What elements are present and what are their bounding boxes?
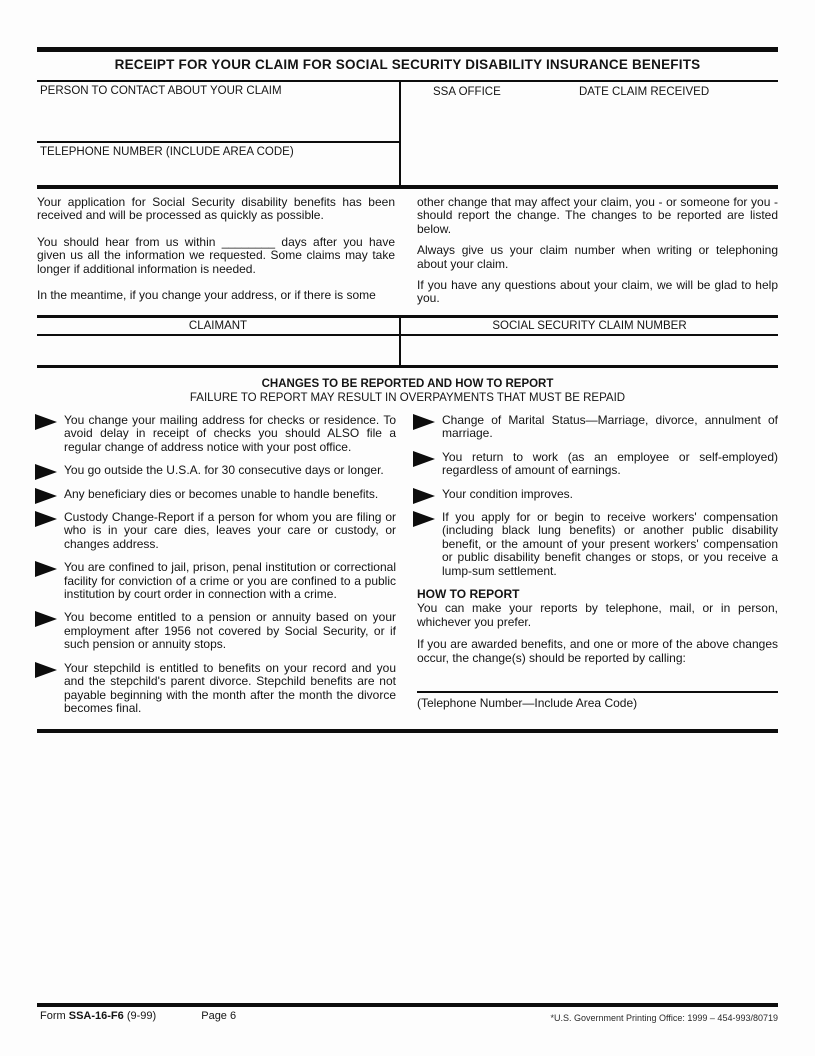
person-to-contact-label: PERSON TO CONTACT ABOUT YOUR CLAIM bbox=[40, 85, 282, 97]
claimant-label: CLAIMANT bbox=[37, 318, 399, 336]
footer-form-word: Form bbox=[40, 1010, 66, 1022]
list-item bbox=[37, 561, 396, 601]
form-title: RECEIPT FOR YOUR CLAIM FOR SOCIAL SECURITY DISABILITY INSURANCE BENEFITS bbox=[114, 57, 701, 72]
contact-left-cells bbox=[37, 82, 401, 185]
footer-rule bbox=[37, 1003, 778, 1007]
list-item-text: Any beneficiary dies or becomes unable to handle benefits. bbox=[64, 486, 379, 501]
list-item bbox=[37, 662, 396, 716]
ssa-office-label: SSA OFFICE bbox=[433, 86, 501, 98]
arrow-bullet-icon bbox=[35, 414, 57, 430]
intro-paragraph: In the meantime, if you change your address, or if there is some bbox=[37, 288, 376, 303]
arrow-bullet-icon bbox=[413, 488, 435, 504]
list-item bbox=[37, 511, 396, 551]
list-item-text: You are confined to jail, prison, penal institution or correctional facility for conviction of a crime or you are confined to a public institution by court order in connection with a crime. bbox=[64, 560, 396, 602]
arrow-bullet-icon bbox=[35, 488, 57, 504]
intro-text bbox=[37, 196, 778, 315]
person-to-contact-field[interactable] bbox=[37, 82, 399, 143]
claimant-column bbox=[37, 318, 401, 365]
list-item-text: You go outside the U.S.A. for 30 consecutive days or longer. bbox=[64, 463, 384, 478]
list-item bbox=[415, 511, 778, 578]
list-item-text: If you apply for or begin to receive workers' compensation (including black lung benefits) or another public disability benefit, or the amount of your present workers' compensation or public disability benefit changes or stops, or you receive a lump-sum settlement. bbox=[442, 510, 778, 578]
changes-section-heading bbox=[37, 378, 778, 404]
list-item-text: Your stepchild is entitled to benefits on your record and you and the stepchild's parent divorce. Stepchild benefits are not payable beginning with the month after the month the divorce becomes final. bbox=[64, 660, 396, 715]
arrow-bullet-icon bbox=[35, 511, 57, 527]
list-item-text: Your condition improves. bbox=[442, 486, 573, 501]
claimant-table bbox=[37, 315, 778, 368]
list-item bbox=[37, 611, 396, 651]
telephone-number-field[interactable] bbox=[37, 143, 399, 185]
list-item bbox=[37, 488, 396, 501]
list-item bbox=[37, 414, 396, 454]
arrow-bullet-icon bbox=[35, 611, 57, 627]
intro-paragraph: If you have any questions about your claim, we will be glad to help you. bbox=[417, 278, 778, 306]
intro-paragraph: Always give us your claim number when writing or telephoning about your claim. bbox=[417, 243, 778, 271]
report-phone-field[interactable] bbox=[417, 691, 778, 710]
report-phone-caption: (Telephone Number—Include Area Code) bbox=[417, 696, 638, 711]
intro-paragraph: You should hear from us within ________ days after you have given us all the information we requested. Some claims may take longer if additional information is needed. bbox=[37, 234, 395, 276]
claim-number-label: SOCIAL SECURITY CLAIM NUMBER bbox=[401, 318, 778, 336]
claim-number-field[interactable] bbox=[401, 336, 778, 365]
footer-form-revision: (9-99) bbox=[126, 1010, 157, 1022]
intro-paragraph: Your application for Social Security disability benefits has been received and will be processed as quickly as possible. bbox=[37, 195, 395, 223]
arrow-bullet-icon bbox=[35, 464, 57, 480]
how-to-report-heading: HOW TO REPORT bbox=[417, 587, 520, 602]
list-item-text: You return to work (as an employee or self-employed) regardless of amount of earnings. bbox=[442, 449, 778, 478]
telephone-number-label: TELEPHONE NUMBER (INCLUDE AREA CODE) bbox=[40, 146, 294, 158]
changes-list bbox=[37, 414, 778, 733]
changes-subheading: FAILURE TO REPORT MAY RESULT IN OVERPAYMENTS THAT MUST BE REPAID bbox=[189, 392, 626, 404]
date-claim-received-label: DATE CLAIM RECEIVED bbox=[579, 86, 710, 98]
footer-form-id bbox=[40, 1010, 236, 1022]
how-to-report-paragraph: You can make your reports by telephone, mail, or in person, whichever you prefer. bbox=[417, 601, 778, 629]
top-rule bbox=[37, 47, 778, 52]
changes-right-column bbox=[415, 414, 778, 729]
list-item bbox=[415, 414, 778, 441]
arrow-bullet-icon bbox=[35, 561, 57, 577]
intro-left-column bbox=[37, 196, 395, 315]
arrow-bullet-icon bbox=[413, 451, 435, 467]
claim-number-column bbox=[401, 318, 778, 365]
list-item-text: You become entitled to a pension or annuity based on your employment after 1956 not covered by Social Security, or if such pension or annuity stops. bbox=[64, 610, 396, 652]
list-item bbox=[415, 451, 778, 478]
list-item bbox=[37, 464, 396, 477]
footer-gpo-line: *U.S. Government Printing Office: 1999 – 454-993/80719 bbox=[550, 1013, 778, 1023]
how-to-report-paragraph: If you are awarded benefits, and one or more of the above changes occur, the change(s) should be reported by calling: bbox=[417, 637, 778, 665]
office-date-cell[interactable] bbox=[401, 82, 778, 185]
arrow-bullet-icon bbox=[413, 414, 435, 430]
arrow-bullet-icon bbox=[413, 511, 435, 527]
claimant-field[interactable] bbox=[37, 336, 399, 365]
list-item bbox=[415, 488, 778, 501]
footer-form-number: SSA-16-F6 bbox=[68, 1010, 124, 1022]
intro-right-column bbox=[417, 196, 778, 315]
footer-page-number: Page 6 bbox=[201, 1010, 237, 1022]
contact-header-table bbox=[37, 80, 778, 189]
changes-heading: CHANGES TO BE REPORTED AND HOW TO REPORT bbox=[261, 378, 554, 390]
list-item-text: Custody Change-Report if a person for whom you are filing or who is in your care dies, leaves your care or custody, or changes address. bbox=[64, 510, 396, 551]
list-item-text: Change of Marital Status—Marriage, divorce, annulment of marriage. bbox=[442, 413, 778, 441]
changes-left-column bbox=[37, 414, 396, 729]
arrow-bullet-icon bbox=[35, 662, 57, 678]
list-item-text: You change your mailing address for checks or residence. To avoid delay in receipt of checks you should ALSO file a regular change of address notice with your post office. bbox=[64, 413, 396, 454]
intro-paragraph: other change that may affect your claim, you - or someone for you - should report the change. The changes to be reported are listed below. bbox=[417, 195, 778, 236]
